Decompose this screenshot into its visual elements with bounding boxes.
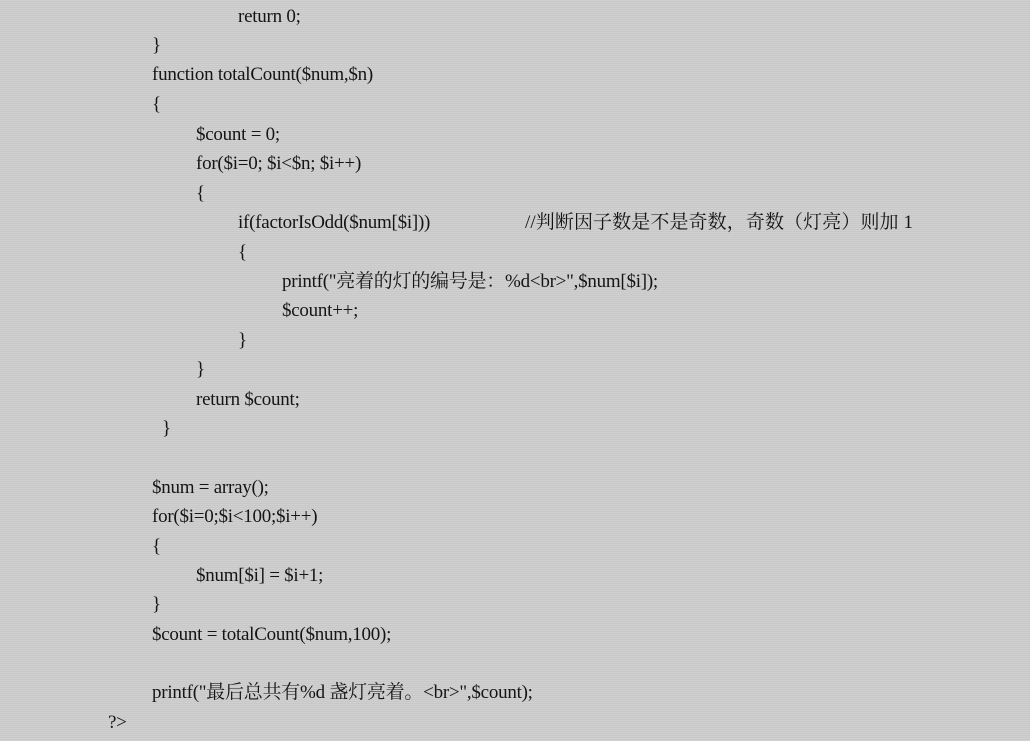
code-line-15: } <box>162 418 171 439</box>
code-line-19: $num[$i] = $i+1; <box>196 565 324 586</box>
code-line-8: if(factorIsOdd($num[$i])) <box>238 212 431 233</box>
code-comment: //判断因子数是不是奇数，奇数（灯亮）则加 1 <box>525 212 914 233</box>
code-line-1: return 0; <box>238 6 301 27</box>
code-line-23: ?> <box>108 712 127 733</box>
code-line-5: $count = 0; <box>196 124 280 145</box>
code-line-11: $count++; <box>282 300 359 321</box>
code-line-2: } <box>152 35 161 56</box>
code-line-20: } <box>152 594 161 615</box>
code-line-12: } <box>238 330 247 351</box>
code-line-4: { <box>152 94 161 115</box>
code-line-14: return $count; <box>196 389 300 410</box>
code-line-16: $num = array(); <box>152 477 269 498</box>
code-line-7: { <box>196 183 205 204</box>
code-line-10: printf("亮着的灯的编号是：%d<br>",$num[$i]); <box>282 271 658 292</box>
code-line-21: $count = totalCount($num,100); <box>152 624 392 645</box>
code-line-9: { <box>238 242 247 263</box>
code-line-17: for($i=0;$i<100;$i++) <box>152 506 318 527</box>
code-line-18: { <box>152 536 161 557</box>
code-line-3: function totalCount($num,$n) <box>152 64 373 85</box>
code-line-6: for($i=0; $i<$n; $i++) <box>196 153 362 174</box>
code-line-13: } <box>196 359 205 380</box>
code-line-22: printf("最后总共有%d 盏灯亮着。<br>",$count); <box>152 682 533 703</box>
